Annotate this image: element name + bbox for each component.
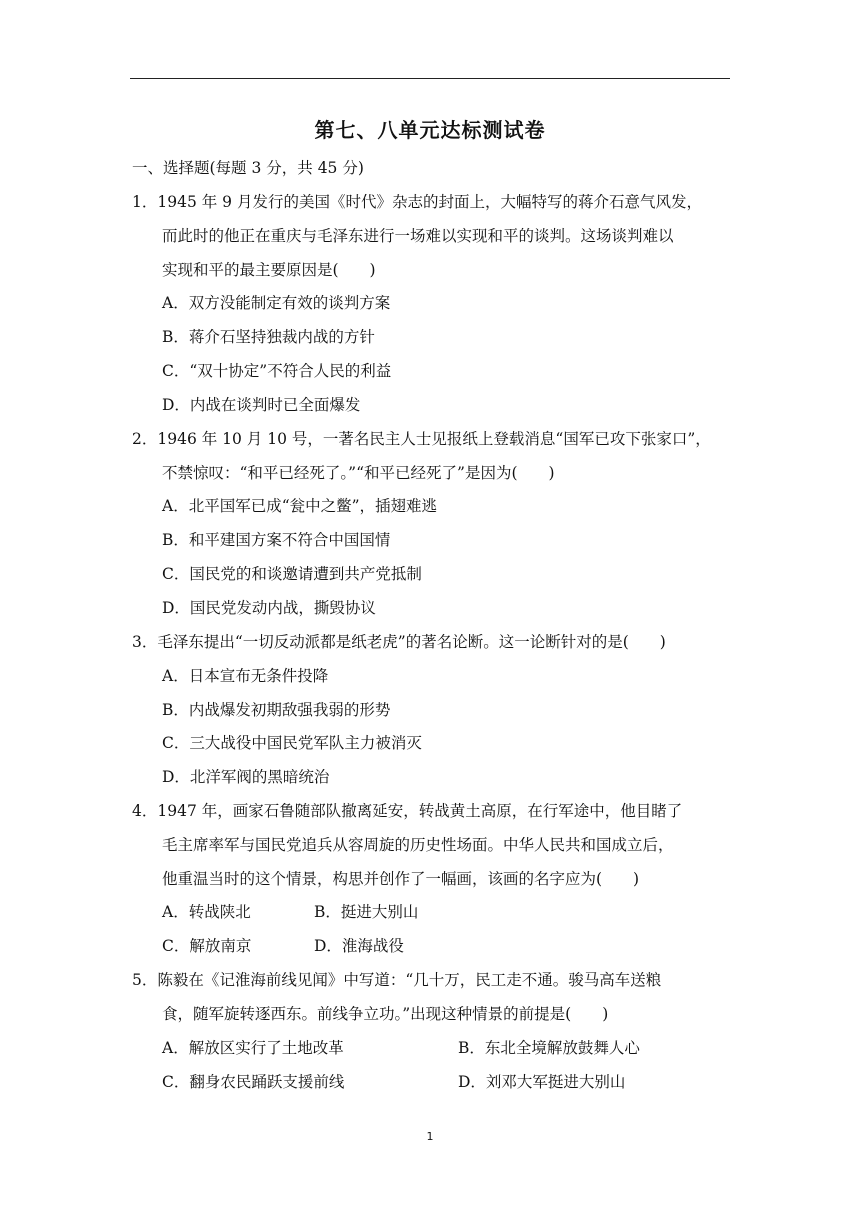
question-5-line-1: 5．陈毅在《记淮海前线见闻》中写道：“几十万，民工走不通。骏马高车送粮 xyxy=(132,971,662,989)
question-5-line-2: 食，随军旋转逐西东。前线争立功。”出现这种情景的前提是( ) xyxy=(162,1005,609,1023)
question-4-option-a: A．转战陕北 xyxy=(162,903,251,921)
question-1-option-a: A．双方没能制定有效的谈判方案 xyxy=(162,294,391,312)
question-4-option-b: B．挺进大别山 xyxy=(314,903,419,921)
question-5-option-b: B．东北全境解放鼓舞人心 xyxy=(458,1039,640,1057)
question-2-option-c: C．国民党的和谈邀请遭到共产党抵制 xyxy=(162,565,422,583)
question-4-option-c: C．解放南京 xyxy=(162,937,252,955)
question-1-option-c: C．“双十协定”不符合人民的利益 xyxy=(162,362,392,380)
question-4-option-d: D．淮海战役 xyxy=(314,937,404,955)
section-heading: 一、选择题(每题 3 分，共 45 分) xyxy=(132,159,364,177)
question-3-option-c: C．三大战役中国民党军队主力被消灭 xyxy=(162,734,422,752)
question-1-line-1: 1．1945 年 9 月发行的美国《时代》杂志的封面上，大幅特写的蒋介石意气风发， xyxy=(132,193,702,211)
question-2-option-d: D．国民党发动内战，撕毁协议 xyxy=(162,599,376,617)
header-rule xyxy=(130,78,730,79)
question-2-option-b: B．和平建国方案不符合中国国情 xyxy=(162,531,391,549)
question-2-option-a: A．北平国军已成“瓮中之鳖”，插翅难逃 xyxy=(162,497,438,515)
question-4-line-1: 4．1947 年，画家石鲁随部队撤离延安，转战黄土高原，在行军途中，他目睹了 xyxy=(132,802,683,820)
question-5-option-c: C．翻身农民踊跃支援前线 xyxy=(162,1073,345,1091)
question-3-option-b: B．内战爆发初期敌强我弱的形势 xyxy=(162,701,391,719)
question-1-line-2: 而此时的他正在重庆与毛泽东进行一场难以实现和平的谈判。这场谈判难以 xyxy=(162,227,674,245)
question-4-line-3: 他重温当时的这个情景，构思并创作了一幅画，该画的名字应为( ) xyxy=(162,870,640,888)
question-5-option-d: D．刘邓大军挺进大别山 xyxy=(458,1073,626,1091)
question-1-option-b: B．蒋介石坚持独裁内战的方针 xyxy=(162,328,375,346)
question-2-line-2: 不禁惊叹：“和平已经死了。”“和平已经死了”是因为( ) xyxy=(162,464,555,482)
question-3-option-a: A．日本宣布无条件投降 xyxy=(162,667,329,685)
question-4-line-2: 毛主席率军与国民党追兵从容周旋的历史性场面。中华人民共和国成立后， xyxy=(162,836,674,854)
question-3-option-d: D．北洋军阀的黑暗统治 xyxy=(162,768,330,786)
question-2-line-1: 2．1946 年 10 月 10 号，一著名民主人士见报纸上登载消息“国军已攻下张家口”， xyxy=(132,430,711,448)
question-5-option-a: A．解放区实行了土地改革 xyxy=(162,1039,344,1057)
question-1-option-d: D．内战在谈判时已全面爆发 xyxy=(162,396,361,414)
question-1-line-3: 实现和平的最主要原因是( ) xyxy=(162,261,376,279)
question-3-line-1: 3．毛泽东提出“一切反动派都是纸老虎”的著名论断。这一论断针对的是( ) xyxy=(132,633,666,651)
page-number: 1 xyxy=(426,1130,434,1143)
page-title: 第七、八单元达标测试卷 xyxy=(314,118,546,142)
